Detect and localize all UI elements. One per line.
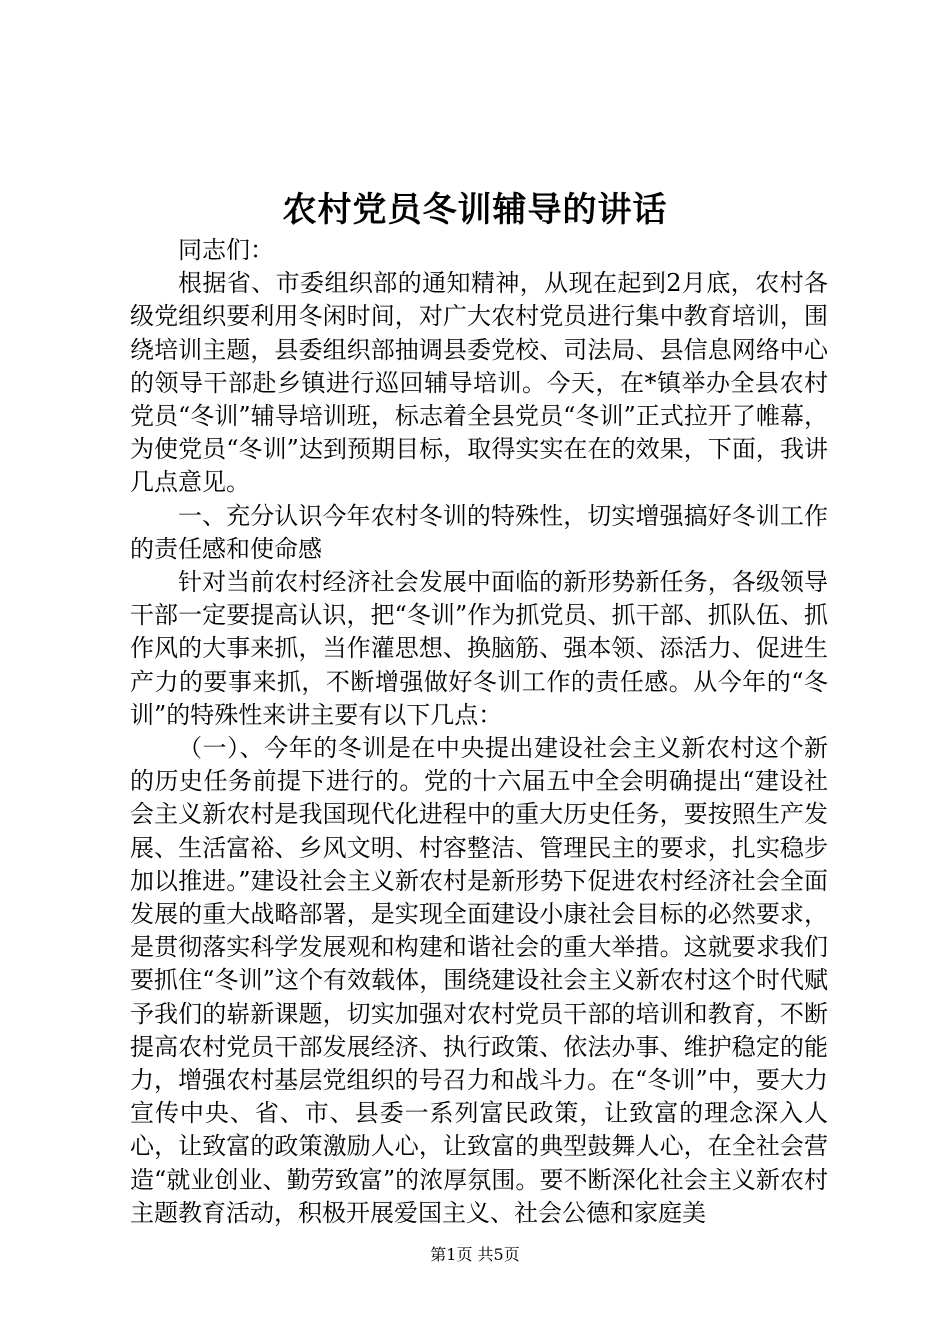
section-heading-1: 一、充分认识今年农村冬训的特殊性，切实增强搞好冬训工作的责任感和使命感 <box>130 501 828 563</box>
paragraph-intro: 根据省、市委组织部的通知精神，从现在起到2月底，农村各级党组织要利用冬闲时间，对广大农村党员进行集中教育培训，围绕培训主题，县委组织部抽调县委党校、司法局、县信息网络中心的领导干部赴乡镇进行巡回辅导培训。今天，在*镇举办全县农村党员“冬训”辅导培训班，标志着全县党员“冬训”正式拉开了帷幕，为使党员“冬训”达到预期目标，取得实实在在的效果，下面，我讲几点意见。 <box>130 269 828 497</box>
document-body <box>130 234 828 1230</box>
paragraph-subsection-1: （一）、今年的冬训是在中央提出建设社会主义新农村这个新的历史任务前提下进行的。党的十六届五中全会明确提出“建设社会主义新农村是我国现代化进程中的重大历史任务，要按照生产发展、生活富裕、乡风文明、村容整洁、管理民主的要求，扎实稳步加以推进。”建设社会主义新农村是新形势下促进农村经济社会全面发展的重大战略部署，是实现全面建设小康社会目标的必然要求，是贯彻落实科学发展观和构建和谐社会的重大举措。这就要求我们要抓住“冬训”这个有效载体，围绕建设社会主义新农村这个时代赋予我们的崭新课题，切实加强对农村党员干部的培训和教育，不断提高农村党员干部发展经济、执行政策、依法办事、维护稳定的能力，增强农村基层党组织的号召力和战斗力。在“冬训”中，要大力宣传中央、省、市、县委一系列富民政策，让致富的理念深入人心，让致富的政策激励人心，让致富的典型鼓舞人心，在全社会营造“就业创业、勤劳致富”的浓厚氛围。要不断深化社会主义新农村主题教育活动，积极开展爱国主义、社会公德和家庭美 <box>130 734 828 1227</box>
salutation: 同志们： <box>178 236 274 264</box>
document-title: 农村党员冬训辅导的讲话 <box>282 190 668 230</box>
paragraph-section-1: 针对当前农村经济社会发展中面临的新形势新任务，各级领导干部一定要提高认识，把“冬训”作为抓党员、抓干部、抓队伍、抓作风的大事来抓，当作灌思想、换脑筋、强本领、添活力、促进生产力的要事来抓，不断增强做好冬训工作的责任感。从今年的“冬训”的特殊性来讲主要有以下几点： <box>130 568 828 729</box>
page-footer: 第1页 共5页 <box>430 1245 520 1264</box>
